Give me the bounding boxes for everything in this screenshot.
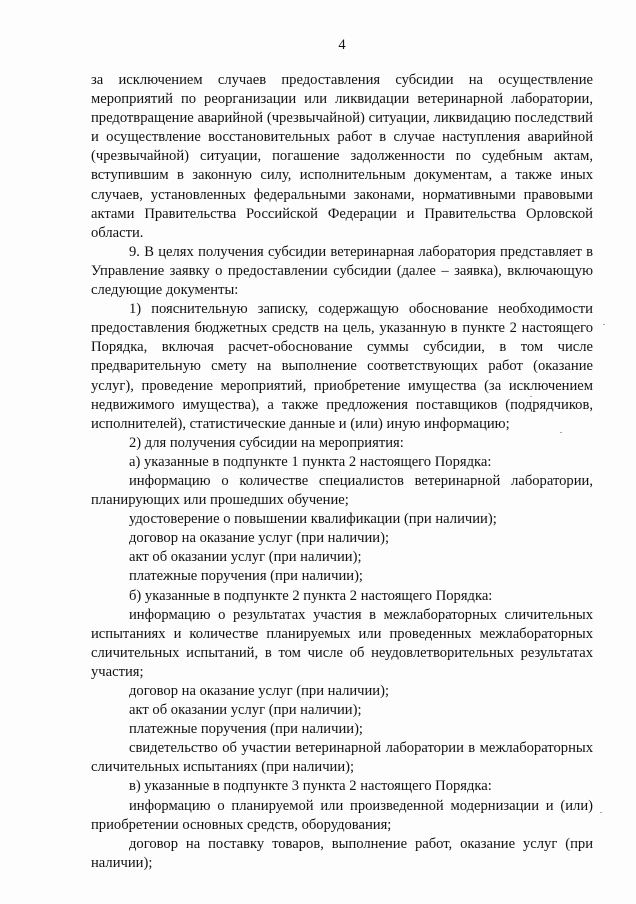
paragraph: свидетельство об участии ветеринарной лаборатории в межлабораторных сличительных испытаниях (при наличии);	[91, 740, 593, 776]
paragraph: договор на поставку товаров, выполнение работ, оказание услуг (при наличии);	[91, 835, 593, 871]
paragraph: удостоверение о повышении квалификации (при наличии);	[129, 511, 497, 528]
paragraph: а) указанные в подпункте 1 пункта 2 настоящего Порядка:	[129, 453, 492, 470]
scan-speck	[600, 812, 602, 813]
paragraph: 1) пояснительную записку, содержащую обоснование необходимости предоставления бюджетных средств на цель, указанную в пункте 2 настоящего Порядка, включая расчет-обоснование суммы субсидии, в том числе предварительную смету на выполнение соответствующих работ (оказание услуг), проведение мероприятий, приобретение имущества (за исключением недвижимого имущества), а также предложения поставщиков (подрядчиков, исполнителей), статистические данные и (или) иную информацию;	[91, 301, 593, 432]
paragraph: акт об оказании услуг (при наличии);	[129, 702, 362, 719]
page-number: 4	[338, 37, 346, 53]
paragraph: платежные поручения (при наличии);	[129, 568, 363, 585]
scan-speck	[560, 432, 562, 433]
paragraph: за исключением случаев предоставления субсидии на осуществление мероприятий по реорганизации или ликвидации ветеринарной лаборатории, предотвращение аварийной (чрезвычайной) ситуации, ликвидацию последствий и осуществление восстановительных работ в случае наступления аварийной (чрезвычайной) ситуации, погашение задолженности по судебным актам, вступившим в законную силу, исполнительным документам, а также иных случаев, установленных федеральными законами, нормативными правовыми актами Правительства Российской Федерации и Правительства Орловской области.	[91, 72, 593, 241]
scan-speck	[603, 324, 605, 325]
document-body	[91, 71, 593, 873]
paragraph: 9. В целях получения субсидии ветеринарная лаборатория представляет в Управление заявку о предоставлении субсидии (далее – заявка), включающую следующие документы:	[91, 243, 593, 299]
scan-speck	[530, 396, 532, 397]
paragraph: акт об оказании услуг (при наличии);	[129, 549, 362, 566]
paragraph: договор на оказание услуг (при наличии);	[129, 530, 390, 547]
paragraph: информацию о количестве специалистов ветеринарной лаборатории, планирующих или прошедших обучение;	[91, 472, 593, 509]
paragraph: договор на оказание услуг (при наличии);	[129, 683, 390, 699]
paragraph: в) указанные в подпункте 3 пункта 2 настоящего Порядка:	[129, 778, 492, 795]
paragraph: информацию о планируемой или произведенной модернизации и (или) приобретении основных средств, оборудования;	[91, 797, 593, 833]
paragraph: 2) для получения субсидии на мероприятия:	[129, 434, 404, 451]
paragraph: б) указанные в подпункте 2 пункта 2 настоящего Порядка:	[129, 587, 493, 604]
paragraph: платежные поручения (при наличии);	[129, 721, 363, 738]
paragraph: информацию о результатах участия в межлабораторных сличительных испытаниях и количестве планируемых или проведенных межлабораторных сличительных испытаний, в том числе об неудовлетворительных результатах участия;	[91, 606, 593, 680]
